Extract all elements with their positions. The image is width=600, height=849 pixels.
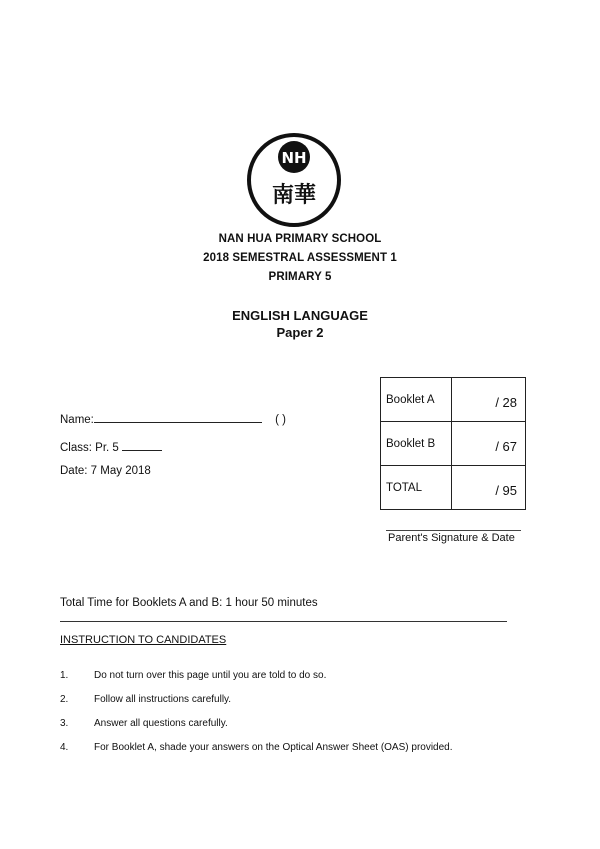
score-table <box>380 377 526 510</box>
instruction-item <box>60 718 228 729</box>
instruction-number: 1. <box>60 670 69 681</box>
paper-title: Paper 2 <box>276 325 324 340</box>
instruction-item <box>60 742 453 753</box>
class-field <box>60 442 162 454</box>
score-label: Booklet B <box>381 422 452 466</box>
total-time: Total Time for Booklets A and B: 1 hour 50 minutes <box>60 597 318 609</box>
score-row-booklet-b <box>381 422 526 466</box>
instruction-number: 4. <box>60 742 69 753</box>
instruction-text: Do not turn over this page until you are told to do so. <box>94 670 327 681</box>
school-logo <box>246 132 342 228</box>
score-value: / 28 <box>452 378 526 422</box>
instruction-text: For Booklet A, shade your answers on the Optical Answer Sheet (OAS) provided. <box>94 742 453 753</box>
instruction-number: 2. <box>60 694 69 705</box>
name-blank[interactable] <box>94 422 262 423</box>
name-label: Name: <box>60 414 94 426</box>
school-name: NAN HUA PRIMARY SCHOOL <box>218 233 382 245</box>
instructions-heading: INSTRUCTION TO CANDIDATES <box>60 634 227 646</box>
date-field: Date: 7 May 2018 <box>60 465 151 477</box>
score-label: Booklet A <box>381 378 452 422</box>
instruction-text: Follow all instructions carefully. <box>94 694 232 705</box>
signature-line[interactable] <box>386 530 521 531</box>
name-field <box>60 414 286 426</box>
instruction-item <box>60 670 326 681</box>
score-row-booklet-a <box>381 378 526 422</box>
score-label: TOTAL <box>381 466 452 510</box>
instruction-number: 3. <box>60 718 69 729</box>
class-blank[interactable] <box>122 450 162 451</box>
logo-initials: NH <box>281 149 307 167</box>
instruction-item <box>60 694 231 705</box>
signature-label: Parent's Signature & Date <box>388 532 515 544</box>
score-value: / 67 <box>452 422 526 466</box>
level-title: PRIMARY 5 <box>268 271 332 283</box>
score-value: / 95 <box>452 466 526 510</box>
register-number-paren: ( ) <box>275 414 286 426</box>
divider <box>60 621 507 622</box>
logo-chinese: 南華 <box>271 183 317 208</box>
class-label: Class: Pr. 5 <box>60 442 119 454</box>
subject-title: ENGLISH LANGUAGE <box>232 308 368 323</box>
score-row-total <box>381 466 526 510</box>
instruction-text: Answer all questions carefully. <box>94 718 228 729</box>
assessment-title: 2018 SEMESTRAL ASSESSMENT 1 <box>203 252 397 264</box>
